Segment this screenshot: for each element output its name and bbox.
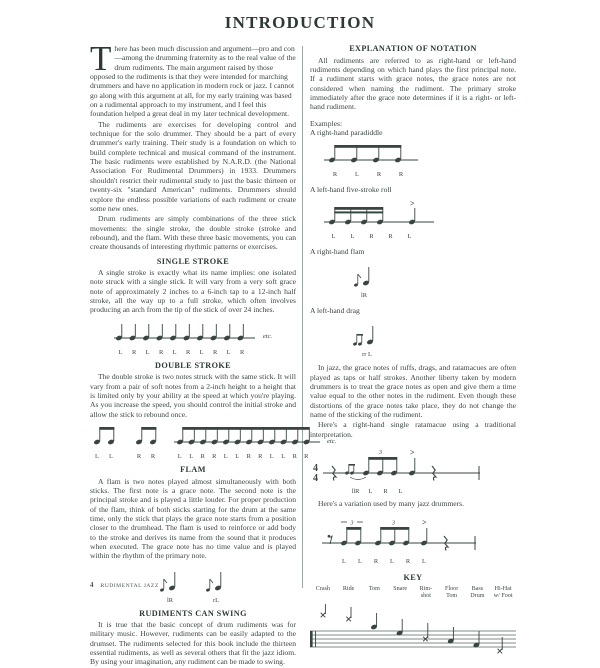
fivestroke-staff	[324, 198, 436, 232]
single-stroke-staff	[114, 318, 260, 348]
variation-staff	[320, 513, 480, 557]
flam-left-example	[202, 564, 230, 596]
page-number: 4	[90, 581, 94, 589]
single-stroke-heading: SINGLE STROKE	[156, 256, 230, 266]
run-sticking: L L R R L L R R L L R R	[177, 453, 309, 460]
double-stroke-heading: DOUBLE STROKE	[155, 360, 231, 370]
ratamacue-intro: Here's a right-hand single ratamacue using a traditional interpretation.	[310, 420, 516, 439]
key-staff	[310, 601, 516, 655]
accent-mark: >	[410, 198, 415, 208]
time-signature-bottom: 4	[313, 473, 318, 485]
key-label-snare: Snare	[393, 586, 408, 593]
variation-notation	[320, 513, 516, 565]
double-stroke-pair-left	[90, 422, 120, 452]
jazz-paragraph: In jazz, the grace notes of ruffs, drags, and ratamacues are often played as taps or half strokes. Another liberty taken by modern drummers is to treat the grace notes as open and give them a time value equal to the other notes in the rudiment. Even though these distortions of the grace notes take place, they do not change the name of the sticking of the rudiment.	[310, 363, 516, 419]
key-labels	[310, 586, 516, 600]
ratamacue-staff	[310, 445, 485, 487]
flam-right-label: lR	[166, 596, 174, 604]
single-stroke-paragraph: A single stroke is exactly what its name implies: one isolated note struck with a single stick. It will vary from a very soft grace note of approximately 2 inches to a 6-inch tap to a 12-inch half stroke, all the way up to a full stroke, which often involves producing an arch from the tip of the stick of over 24 inches.	[90, 268, 296, 315]
intro-paragraph-1: There has been much discussion and argument—pro and con—among the drumming fraternity as to the real value of the drum rudiments. The main argument raised by those opposed to the rudiments is that they were intended for marching drummers and have no application in modern rock or jazz. I cannot go along with this argument at all, for my early training was based on a rudimental approach to my instrument, and I feel this foundation helped a great deal in my later technical development.	[90, 39, 296, 119]
swing-heading: RUDIMENTS CAN SWING	[139, 608, 247, 618]
flam-right-example	[156, 564, 184, 596]
double-stroke-run	[174, 422, 324, 452]
pair-right-sticking: R R	[136, 453, 156, 460]
intro-paragraph-3: Drum rudiments are simply combinations of the three stick movements: the single stroke, the double stroke (stroke and rebound), and the flam. With these three basic movements, you can create thousands of interesting rhythmic patterns or exercises.	[90, 214, 296, 252]
tuplet-number: 3	[350, 520, 354, 527]
key-label-tom: Tom	[368, 586, 380, 593]
paradiddle-staff	[324, 140, 420, 170]
accent-mark: >	[410, 448, 415, 458]
flam-heading: FLAM	[180, 465, 206, 474]
double-stroke-pair-right	[132, 422, 162, 452]
rh-flam-label: A right-hand flam	[310, 246, 365, 256]
time-signature-top: 4	[313, 463, 318, 475]
ratamacue-sticking: llR L R L	[351, 488, 403, 496]
rh-flam-sticking: lR	[360, 291, 368, 299]
key-label-floor-tom: Floor Tom	[445, 586, 459, 600]
single-stroke-notation	[90, 318, 296, 356]
paradiddle-sticking: R L R R	[332, 171, 404, 179]
etc-label: etc.	[262, 333, 273, 341]
tuplet-number: 3	[392, 520, 395, 527]
key-heading: KEY	[403, 573, 423, 583]
double-stroke-notation	[90, 422, 337, 460]
paradiddle-notation	[324, 140, 516, 178]
right-column	[310, 44, 516, 655]
drag-staff	[350, 318, 384, 350]
pair-left-sticking: L L	[95, 453, 113, 460]
rh-flam-notation	[350, 259, 516, 299]
fivestroke-label: A left-hand five-stroke roll	[310, 185, 392, 195]
single-stroke-sticking: L R L R L R L R L R	[118, 348, 245, 356]
key-label-bass-drum: Bass Drum	[470, 586, 485, 600]
variation-sticking: L L R L R L	[342, 558, 426, 566]
flam-left-label: rL	[212, 596, 220, 604]
key-label-ride: Ride	[342, 586, 355, 593]
ratamacue-notation	[310, 445, 516, 495]
explanation-paragraph: All rudiments are referred to as right-hand or left-hand rudiments depending on which hand plays the first principal note. If a rudiment starts with grace notes, the grace notes are not considered when naming the rudiment. The primary stroke immediately after the grace note determines if it is a right- or left-hand rudiment.	[310, 55, 516, 112]
paradiddle-label: A right-hand paradiddle	[310, 127, 383, 137]
fivestroke-notation	[324, 198, 516, 240]
swing-paragraph: It is true that the basic concept of drum rudiments was for military music. However, rudiments can be easily adapted to the drumset. The rudiments selected for this book include the thirteen essential rudiments, as well as several others that fit the jazz idiom. By using your imagination, any rudiment can be made to swing.	[90, 620, 296, 667]
column-divider	[302, 46, 303, 588]
intro-paragraph-2: The rudiments are exercises for developing control and technique for the solo drummer. They should be a part of every drummer's early training. Their study is a foundation on which to build complete technical and musical command of the instrument. The basic rudiments were established by N.A.R.D. (the National Association For Rudimental Drummers) in 1933. Drummers shouldn't restrict their rudimental study to just the basic thirteen or twenty-six "standard American" rudiments. Drummers should explore the endless possible variations of each rudiment or create some new ones.	[90, 119, 296, 213]
examples-label: Examples:	[310, 118, 343, 128]
key-label-crash: Crash	[315, 586, 330, 593]
explanation-heading: EXPLANATION OF NOTATION	[349, 44, 477, 53]
accent-mark: >	[422, 518, 427, 528]
fivestroke-sticking: L L R R L	[331, 232, 412, 240]
key-label-rimshot: Rim- shot	[419, 586, 433, 600]
double-stroke-paragraph: The double stroke is two notes struck with the same stick. It will vary from a pair of soft notes from a 2-inch height to a height that is limited only by your ability at the speed at which you're playing. As you increase the speed, you should control the initial stroke and allow the stick to rebound once.	[90, 372, 296, 419]
rh-flam-staff	[350, 259, 378, 291]
page-title: INTRODUCTION	[224, 13, 376, 32]
drag-label: A left-hand drag	[310, 305, 360, 315]
tuplet-number: 3	[379, 450, 382, 457]
page-footer	[90, 581, 159, 589]
drag-notation	[350, 318, 516, 358]
key-label-hihat-foot: Hi-Hat w/ Foot	[493, 586, 513, 600]
drop-cap: T	[90, 39, 112, 78]
etc-label: etc.	[327, 437, 337, 445]
flam-paragraph: A flam is two notes played almost simultaneously with both sticks. The first note is a grace note. The second note is the principal stroke and is played a little louder. For proper production of the flam, think of both sticks starting for the drum at the same time, only the stick that plays the grace note starts from a position closer to the drumhead. The flam is used to reinforce or add body to the stroke and derives its name from the sound that it produces when executed. The grace note has no time value and is played within the rhythm of the primary note.	[90, 476, 296, 561]
drag-sticking: rr L	[362, 351, 372, 359]
book-title: RUDIMENTAL JAZZ	[100, 583, 159, 589]
variation-intro: Here's a variation used by many jazz drummers.	[318, 499, 465, 509]
